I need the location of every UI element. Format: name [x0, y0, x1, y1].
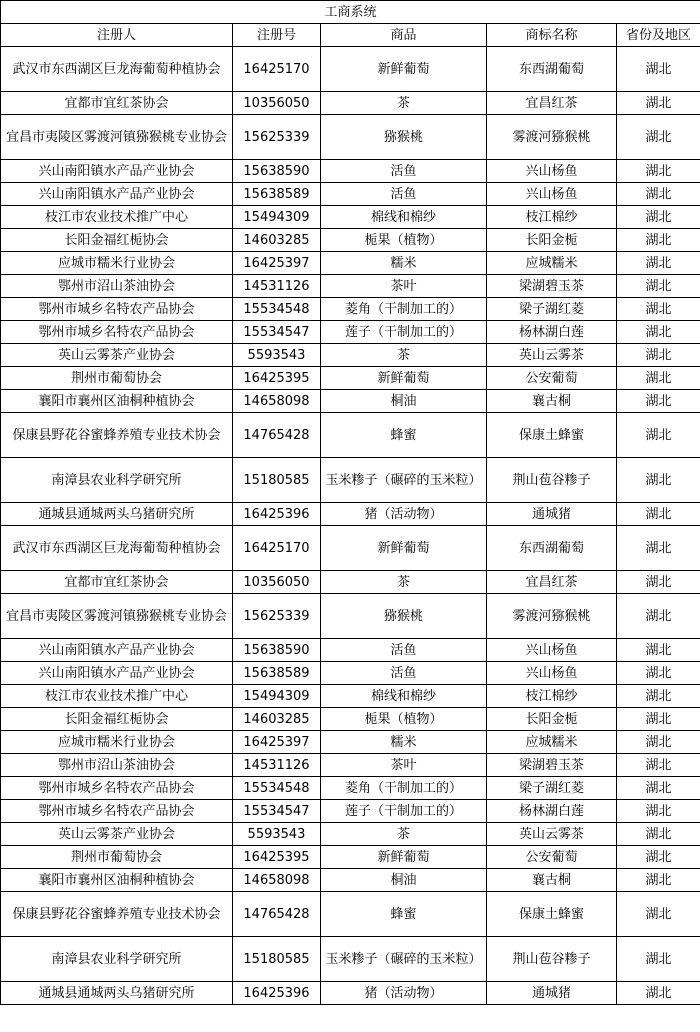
cell-registrant: 长阳金福红栀协会 [1, 229, 233, 252]
cell-goods: 新鲜葡萄 [321, 47, 487, 92]
cell-reg-number: 15638589 [233, 183, 321, 206]
cell-region: 湖北 [617, 754, 700, 777]
cell-trademark: 枝江棉纱 [487, 206, 617, 229]
cell-region: 湖北 [617, 982, 700, 1005]
cell-goods: 棉线和棉纱 [321, 685, 487, 708]
cell-trademark: 东西湖葡萄 [487, 47, 617, 92]
cell-goods: 新鲜葡萄 [321, 367, 487, 390]
cell-registrant: 保康县野花谷蜜蜂养殖专业技术协会 [1, 413, 233, 458]
cell-registrant: 襄阳市襄州区油桐种植协会 [1, 390, 233, 413]
cell-registrant: 兴山南阳镇水产品产业协会 [1, 639, 233, 662]
cell-region: 湖北 [617, 594, 700, 639]
cell-reg-number: 15494309 [233, 206, 321, 229]
cell-reg-number: 16425395 [233, 846, 321, 869]
cell-reg-number: 5593543 [233, 344, 321, 367]
table-row [1, 115, 700, 160]
cell-region: 湖北 [617, 662, 700, 685]
cell-reg-number: 16425170 [233, 47, 321, 92]
cell-region: 湖北 [617, 321, 700, 344]
cell-registrant: 通城县通城两头乌猪研究所 [1, 503, 233, 526]
cell-region: 湖北 [617, 869, 700, 892]
cell-registrant: 鄂州市城乡名特农产品协会 [1, 777, 233, 800]
table-row [1, 298, 700, 321]
table-row [1, 367, 700, 390]
cell-region: 湖北 [617, 639, 700, 662]
cell-reg-number: 16425397 [233, 731, 321, 754]
cell-registrant: 襄阳市襄州区油桐种植协会 [1, 869, 233, 892]
table-row [1, 229, 700, 252]
cell-trademark: 兴山杨鱼 [487, 160, 617, 183]
cell-goods: 桐油 [321, 869, 487, 892]
cell-region: 湖北 [617, 458, 700, 503]
table-title: 工商系统 [1, 1, 700, 24]
cell-region: 湖北 [617, 47, 700, 92]
cell-trademark: 荆山苞谷糁子 [487, 937, 617, 982]
cell-region: 湖北 [617, 892, 700, 937]
table-row [1, 685, 700, 708]
table-row [1, 937, 700, 982]
cell-registrant: 英山云雾茶产业协会 [1, 344, 233, 367]
cell-goods: 玉米糁子（碾碎的玉米粒） [321, 937, 487, 982]
cell-trademark: 公安葡萄 [487, 846, 617, 869]
cell-trademark: 杨林湖白莲 [487, 800, 617, 823]
table-row [1, 526, 700, 571]
cell-goods: 栀果（植物） [321, 229, 487, 252]
cell-trademark: 梁子湖红菱 [487, 777, 617, 800]
cell-reg-number: 14765428 [233, 892, 321, 937]
cell-goods: 棉线和棉纱 [321, 206, 487, 229]
cell-trademark: 英山云雾茶 [487, 823, 617, 846]
cell-registrant: 枝江市农业技术推广中心 [1, 206, 233, 229]
table-body [1, 47, 700, 1005]
cell-registrant: 鄂州市沼山茶油协会 [1, 275, 233, 298]
cell-reg-number: 10356050 [233, 92, 321, 115]
cell-trademark: 宜昌红茶 [487, 92, 617, 115]
cell-registrant: 英山云雾茶产业协会 [1, 823, 233, 846]
cell-region: 湖北 [617, 685, 700, 708]
cell-trademark: 应城糯米 [487, 731, 617, 754]
cell-registrant: 应城市糯米行业协会 [1, 731, 233, 754]
table-row [1, 206, 700, 229]
table-row [1, 708, 700, 731]
cell-trademark: 宜昌红茶 [487, 571, 617, 594]
cell-reg-number: 5593543 [233, 823, 321, 846]
cell-region: 湖北 [617, 206, 700, 229]
cell-trademark: 兴山杨鱼 [487, 183, 617, 206]
cell-goods: 茶 [321, 823, 487, 846]
table-row [1, 47, 700, 92]
cell-registrant: 保康县野花谷蜜蜂养殖专业技术协会 [1, 892, 233, 937]
table-row [1, 321, 700, 344]
cell-registrant: 长阳金福红栀协会 [1, 708, 233, 731]
table-row [1, 344, 700, 367]
cell-trademark: 雾渡河猕猴桃 [487, 594, 617, 639]
title-row [1, 1, 700, 24]
cell-reg-number: 15534547 [233, 321, 321, 344]
cell-region: 湖北 [617, 275, 700, 298]
cell-reg-number: 16425396 [233, 503, 321, 526]
cell-region: 湖北 [617, 160, 700, 183]
cell-reg-number: 14603285 [233, 229, 321, 252]
cell-region: 湖北 [617, 777, 700, 800]
cell-registrant: 武汉市东西湖区巨龙海葡萄种植协会 [1, 47, 233, 92]
cell-trademark: 通城猪 [487, 503, 617, 526]
cell-registrant: 枝江市农业技术推广中心 [1, 685, 233, 708]
cell-goods: 猕猴桃 [321, 594, 487, 639]
cell-trademark: 东西湖葡萄 [487, 526, 617, 571]
table-row [1, 160, 700, 183]
cell-reg-number: 15534547 [233, 800, 321, 823]
table-row [1, 390, 700, 413]
cell-goods: 茶 [321, 92, 487, 115]
cell-reg-number: 14531126 [233, 275, 321, 298]
cell-reg-number: 15534548 [233, 777, 321, 800]
cell-reg-number: 16425395 [233, 367, 321, 390]
cell-region: 湖北 [617, 571, 700, 594]
cell-goods: 茶叶 [321, 754, 487, 777]
cell-trademark: 兴山杨鱼 [487, 639, 617, 662]
cell-trademark: 公安葡萄 [487, 367, 617, 390]
cell-goods: 猪（活动物） [321, 982, 487, 1005]
cell-goods: 新鲜葡萄 [321, 846, 487, 869]
cell-goods: 活鱼 [321, 160, 487, 183]
cell-goods: 茶 [321, 571, 487, 594]
cell-region: 湖北 [617, 823, 700, 846]
header-trademark: 商标名称 [487, 24, 617, 47]
cell-registrant: 通城县通城两头乌猪研究所 [1, 982, 233, 1005]
cell-goods: 猕猴桃 [321, 115, 487, 160]
cell-registrant: 宜昌市夷陵区雾渡河镇猕猴桃专业协会 [1, 594, 233, 639]
cell-region: 湖北 [617, 229, 700, 252]
table-row [1, 413, 700, 458]
cell-region: 湖北 [617, 846, 700, 869]
cell-trademark: 梁湖碧玉茶 [487, 275, 617, 298]
cell-trademark: 枝江棉纱 [487, 685, 617, 708]
cell-registrant: 鄂州市城乡名特农产品协会 [1, 800, 233, 823]
cell-goods: 猪（活动物） [321, 503, 487, 526]
cell-trademark: 长阳金栀 [487, 708, 617, 731]
cell-goods: 蜂蜜 [321, 892, 487, 937]
cell-registrant: 兴山南阳镇水产品产业协会 [1, 662, 233, 685]
cell-registrant: 南漳县农业科学研究所 [1, 937, 233, 982]
cell-goods: 新鲜葡萄 [321, 526, 487, 571]
cell-registrant: 宜都市宜红茶协会 [1, 92, 233, 115]
cell-registrant: 鄂州市城乡名特农产品协会 [1, 298, 233, 321]
cell-goods: 菱角（干制加工的） [321, 298, 487, 321]
cell-trademark: 襄古桐 [487, 869, 617, 892]
cell-reg-number: 16425170 [233, 526, 321, 571]
cell-reg-number: 15534548 [233, 298, 321, 321]
cell-reg-number: 15625339 [233, 594, 321, 639]
table-row [1, 662, 700, 685]
cell-trademark: 英山云雾茶 [487, 344, 617, 367]
table-row [1, 846, 700, 869]
table-row [1, 275, 700, 298]
cell-trademark: 杨林湖白莲 [487, 321, 617, 344]
cell-goods: 菱角（干制加工的） [321, 777, 487, 800]
cell-reg-number: 15638589 [233, 662, 321, 685]
cell-goods: 糯米 [321, 252, 487, 275]
cell-trademark: 保康土蜂蜜 [487, 413, 617, 458]
cell-goods: 莲子（干制加工的） [321, 800, 487, 823]
cell-trademark: 兴山杨鱼 [487, 662, 617, 685]
header-row [1, 24, 700, 47]
cell-region: 湖北 [617, 92, 700, 115]
cell-reg-number: 15494309 [233, 685, 321, 708]
cell-reg-number: 16425397 [233, 252, 321, 275]
cell-reg-number: 15180585 [233, 458, 321, 503]
cell-reg-number: 14658098 [233, 390, 321, 413]
cell-reg-number: 15638590 [233, 639, 321, 662]
cell-trademark: 长阳金栀 [487, 229, 617, 252]
table-row [1, 823, 700, 846]
table-row [1, 639, 700, 662]
cell-region: 湖北 [617, 503, 700, 526]
cell-registrant: 荆州市葡萄协会 [1, 367, 233, 390]
cell-goods: 活鱼 [321, 639, 487, 662]
cell-region: 湖北 [617, 367, 700, 390]
cell-reg-number: 14531126 [233, 754, 321, 777]
cell-goods: 蜂蜜 [321, 413, 487, 458]
table-row [1, 503, 700, 526]
cell-trademark: 梁湖碧玉茶 [487, 754, 617, 777]
cell-registrant: 兴山南阳镇水产品产业协会 [1, 160, 233, 183]
cell-region: 湖北 [617, 526, 700, 571]
cell-region: 湖北 [617, 413, 700, 458]
cell-trademark: 襄古桐 [487, 390, 617, 413]
cell-reg-number: 16425396 [233, 982, 321, 1005]
cell-registrant: 武汉市东西湖区巨龙海葡萄种植协会 [1, 526, 233, 571]
table-row [1, 731, 700, 754]
table-row [1, 892, 700, 937]
header-goods: 商品 [321, 24, 487, 47]
cell-reg-number: 14658098 [233, 869, 321, 892]
table-row [1, 594, 700, 639]
table-row [1, 458, 700, 503]
header-registrant: 注册人 [1, 24, 233, 47]
cell-registrant: 鄂州市沼山茶油协会 [1, 754, 233, 777]
cell-trademark: 通城猪 [487, 982, 617, 1005]
cell-region: 湖北 [617, 731, 700, 754]
cell-goods: 茶叶 [321, 275, 487, 298]
table-row [1, 571, 700, 594]
table-row [1, 800, 700, 823]
cell-registrant: 宜都市宜红茶协会 [1, 571, 233, 594]
cell-trademark: 雾渡河猕猴桃 [487, 115, 617, 160]
cell-registrant: 应城市糯米行业协会 [1, 252, 233, 275]
cell-trademark: 梁子湖红菱 [487, 298, 617, 321]
cell-registrant: 兴山南阳镇水产品产业协会 [1, 183, 233, 206]
cell-reg-number: 14765428 [233, 413, 321, 458]
cell-reg-number: 10356050 [233, 571, 321, 594]
cell-trademark: 保康土蜂蜜 [487, 892, 617, 937]
cell-region: 湖北 [617, 708, 700, 731]
cell-reg-number: 15638590 [233, 160, 321, 183]
cell-goods: 桐油 [321, 390, 487, 413]
cell-reg-number: 15180585 [233, 937, 321, 982]
cell-registrant: 南漳县农业科学研究所 [1, 458, 233, 503]
header-reg-number: 注册号 [233, 24, 321, 47]
cell-goods: 栀果（植物） [321, 708, 487, 731]
cell-region: 湖北 [617, 183, 700, 206]
cell-region: 湖北 [617, 115, 700, 160]
cell-region: 湖北 [617, 390, 700, 413]
table-row [1, 869, 700, 892]
cell-region: 湖北 [617, 252, 700, 275]
table-row [1, 754, 700, 777]
table-row [1, 183, 700, 206]
cell-goods: 莲子（干制加工的） [321, 321, 487, 344]
cell-registrant: 荆州市葡萄协会 [1, 846, 233, 869]
cell-registrant: 鄂州市城乡名特农产品协会 [1, 321, 233, 344]
table-row [1, 92, 700, 115]
cell-region: 湖北 [617, 298, 700, 321]
table-row [1, 252, 700, 275]
cell-region: 湖北 [617, 800, 700, 823]
cell-reg-number: 15625339 [233, 115, 321, 160]
table-row [1, 982, 700, 1005]
cell-goods: 糯米 [321, 731, 487, 754]
cell-goods: 活鱼 [321, 183, 487, 206]
table-row [1, 777, 700, 800]
cell-goods: 活鱼 [321, 662, 487, 685]
cell-trademark: 荆山苞谷糁子 [487, 458, 617, 503]
header-region: 省份及地区 [617, 24, 700, 47]
cell-region: 湖北 [617, 937, 700, 982]
cell-goods: 茶 [321, 344, 487, 367]
cell-trademark: 应城糯米 [487, 252, 617, 275]
cell-reg-number: 14603285 [233, 708, 321, 731]
cell-registrant: 宜昌市夷陵区雾渡河镇猕猴桃专业协会 [1, 115, 233, 160]
cell-goods: 玉米糁子（碾碎的玉米粒） [321, 458, 487, 503]
cell-region: 湖北 [617, 344, 700, 367]
